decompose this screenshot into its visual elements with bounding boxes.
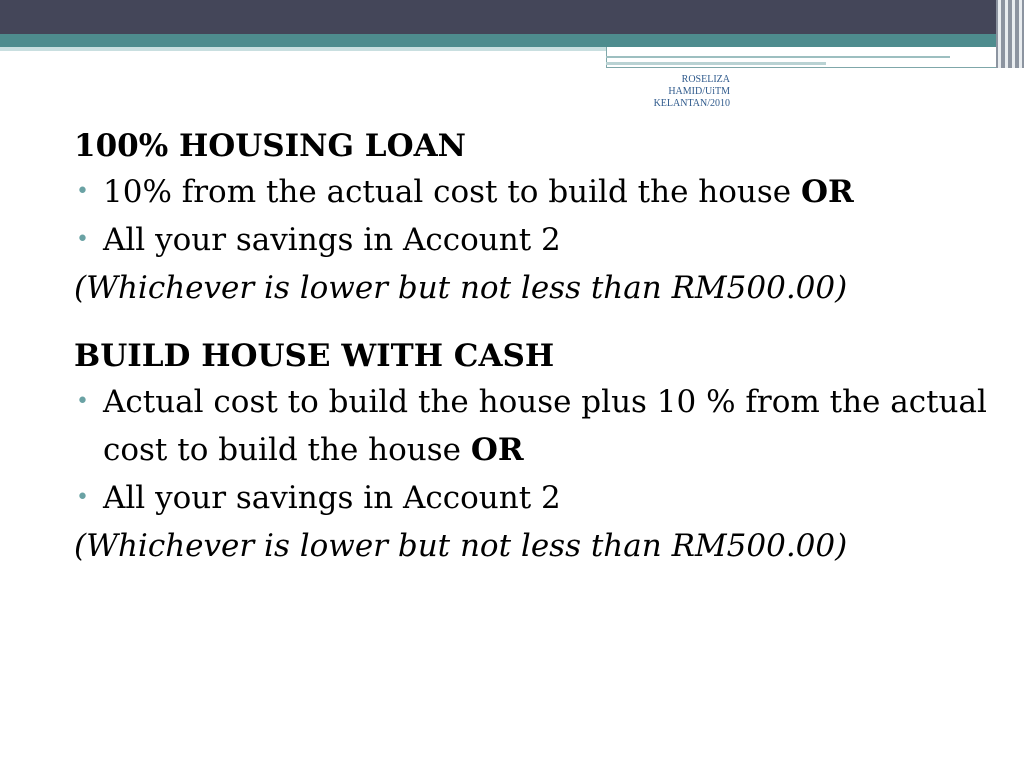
section-note: (Whichever is lower but not less than RM500.00) — [74, 270, 848, 306]
bullet-text: All your savings in Account 2 — [103, 222, 561, 258]
section-note: (Whichever is lower but not less than RM500.00) — [74, 528, 848, 564]
bullet-emphasis: OR — [800, 174, 854, 210]
stripe — [1012, 0, 1015, 68]
stripe — [998, 0, 1001, 68]
section-heading: BUILD HOUSE WITH CASH — [74, 338, 555, 374]
bullet-icon: • — [76, 179, 89, 204]
bullet-item — [74, 168, 994, 216]
header-tab-line — [606, 56, 950, 58]
bullet-icon: • — [76, 389, 89, 414]
bullet-icon: • — [76, 227, 89, 252]
header-accent-line — [0, 47, 610, 51]
bullet-emphasis: OR — [470, 432, 524, 468]
stripe — [1019, 0, 1022, 68]
bullet-icon: • — [76, 485, 89, 510]
slide-content — [74, 124, 994, 592]
bullet-item — [74, 216, 994, 264]
header-tab-line — [606, 62, 826, 65]
section-heading: 100% HOUSING LOAN — [74, 128, 466, 164]
bullet-text: Actual cost to build the house plus 10 % from the actual cost to build the house — [103, 384, 987, 468]
bullet-text: 10% from the actual cost to build the house — [103, 174, 801, 210]
bullet-item — [74, 378, 994, 474]
header-accent-bar — [0, 34, 1000, 47]
bullet-text: All your savings in Account 2 — [103, 480, 561, 516]
header-bar — [0, 0, 1024, 34]
author-credit: ROSELIZA HAMID/UiTM KELANTAN/2010 — [653, 74, 730, 109]
header-side-stripes — [996, 0, 1024, 68]
bullet-item — [74, 474, 994, 522]
stripe — [1005, 0, 1008, 68]
